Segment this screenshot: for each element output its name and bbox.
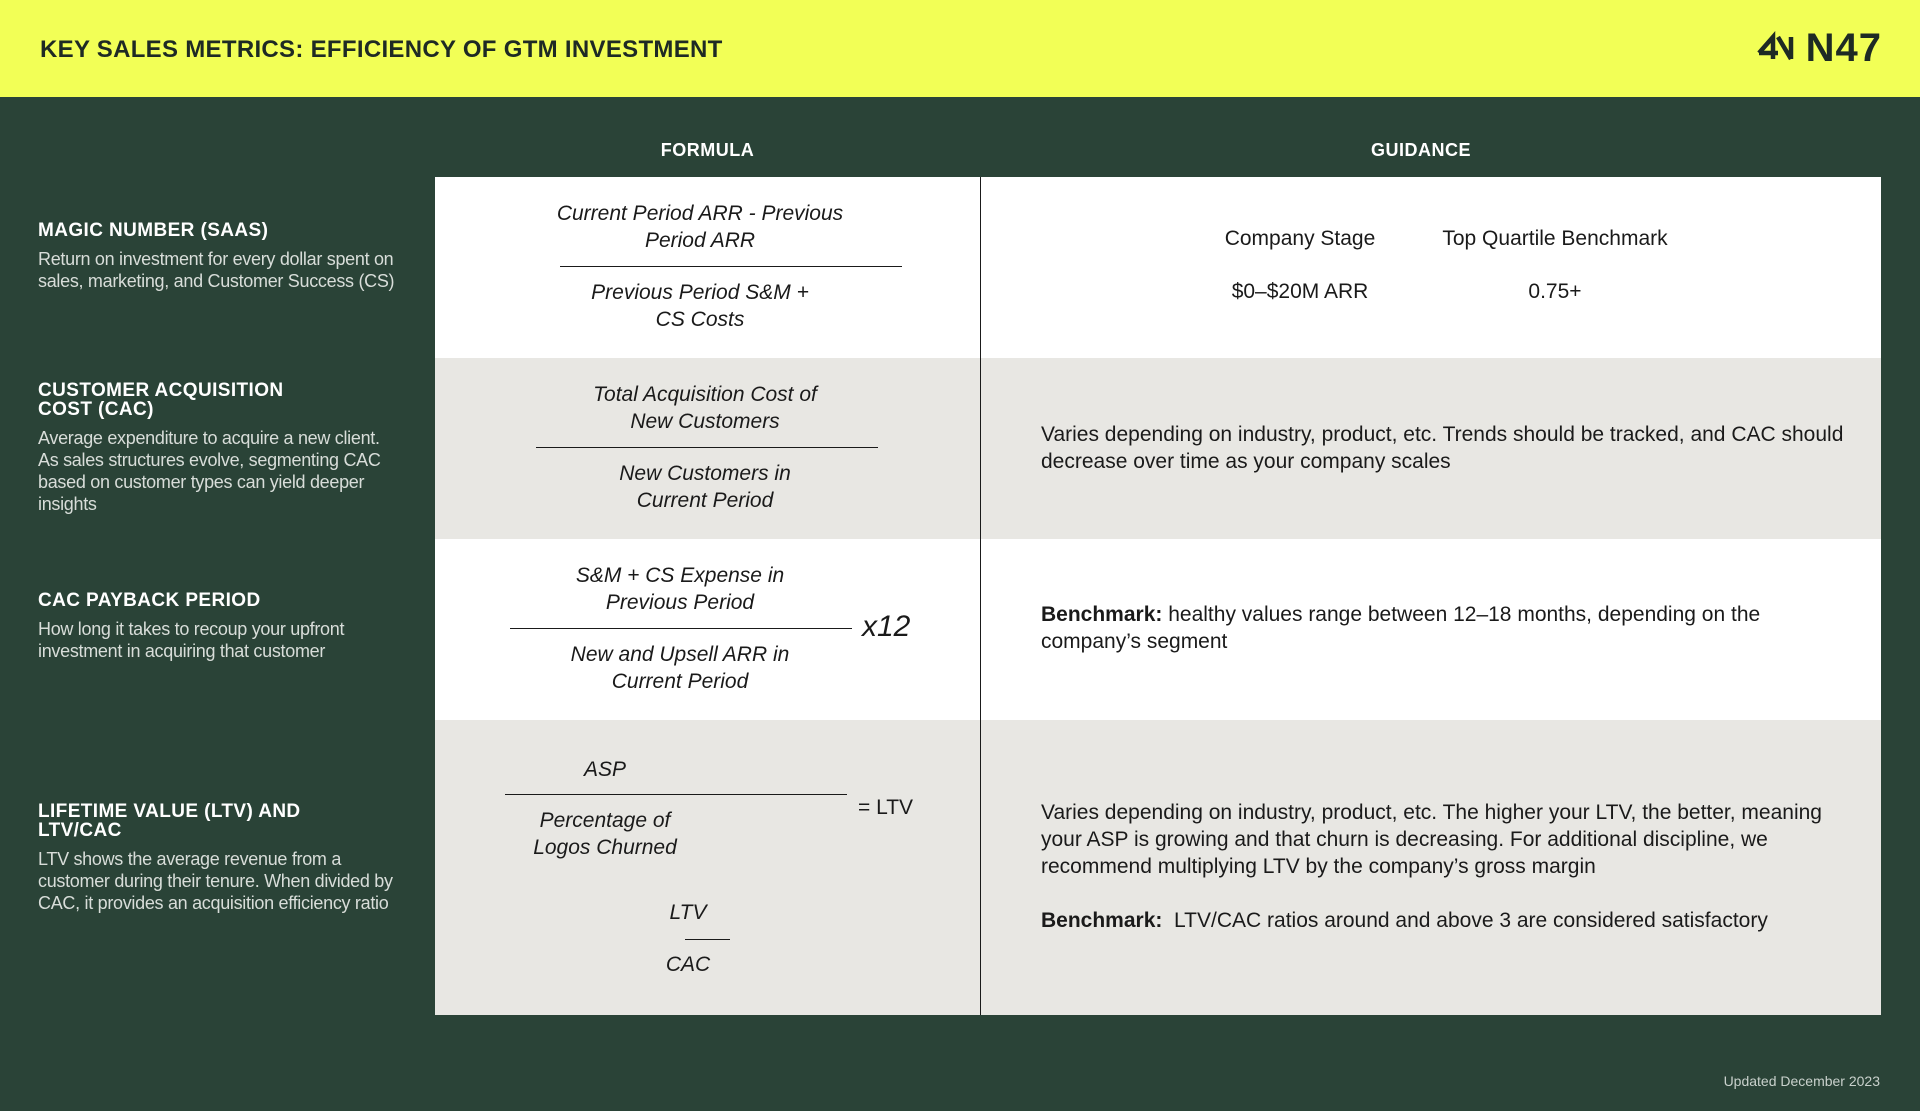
formula-denominator [530,279,870,333]
formula-text: S&M + CS Expense in [575,564,785,587]
formula-numerator [535,381,875,435]
metric-cac [38,381,398,515]
company-stage-value: $0–$20M ARR [1231,280,1369,303]
metric-magic-number [38,221,398,292]
benchmark-header: Top Quartile Benchmark [1442,227,1668,250]
guidance-text [1041,601,1851,655]
fraction-bar [536,447,878,448]
metric-title-line: CUSTOMER ACQUISITION [38,380,284,401]
metric-title [38,381,398,419]
guidance-text: Varies depending on industry, product, etc. The higher your LTV, the better, meaning your ASP is growing and that churn is decreasing. For additional discipline, we recommend multiplying LTV by the company’s gross margin [1041,801,1822,878]
metric-description: How long it takes to recoup your upfront investment in acquiring that customer [38,619,345,661]
fraction-bar [510,628,852,629]
metrics-table [435,177,1881,1015]
logo [1756,28,1882,68]
formula-text: Previous Period S&M + [591,281,809,304]
formula-text: Current Period ARR - Previous [556,202,844,225]
formula-text: Logos Churned [533,836,677,859]
formula-text: New Customers in [619,462,791,485]
guidance-body: LTV/CAC ratios around and above 3 are considered satisfactory [1162,909,1768,932]
fraction-bar [560,266,902,267]
equals-ltv: = LTV [858,796,914,819]
formula-text: Period ARR [644,229,756,252]
metric-cac-payback [38,591,398,662]
metric-description: LTV shows the average revenue from a customer during their tenure. When divided by CAC, it provides an acquisition efficiency ratio [38,849,393,913]
formula-text: Previous Period [605,591,755,614]
formula-denominator [535,460,875,514]
metric-title-line: COST (CAC) [38,399,154,420]
metric-title: MAGIC NUMBER (SAAS) [38,220,269,241]
page-title: KEY SALES METRICS: EFFICIENCY OF GTM INVESTMENT [40,36,723,63]
ratio-numerator: LTV [669,901,707,924]
formula-text: CS Costs [655,308,745,331]
metric-title-line: LIFETIME VALUE (LTV) AND [38,801,301,822]
metric-description: Average expenditure to acquire a new client. As sales structures evolve, segmenting CAC based on customer types can yield deeper insights [38,428,381,514]
column-divider [980,177,981,1015]
logo-text: N47 [1805,26,1882,70]
guidance-text: Varies depending on industry, product, etc. Trends should be tracked, and CAC should decrease over time as your company scales [1041,423,1844,473]
multiplier: x12 [862,610,911,643]
metric-ltv [38,802,398,914]
guidance-benchmark [1041,907,1851,934]
benchmark-label: Benchmark: [1041,909,1163,932]
formula-text: New Customers [630,410,780,433]
fraction-bar [505,794,847,795]
n47-logo-mark-icon [1756,31,1796,65]
formula-denominator [455,807,755,861]
formula-denominator [510,641,850,695]
formula-text: New and Upsell ARR in [570,643,790,666]
formula-text: Total Acquisition Cost of [593,383,817,406]
formula-text: Current Period [611,670,749,693]
formula-numerator [510,562,850,616]
formula-text: Percentage of [539,809,671,832]
guidance-column-header: GUIDANCE [1370,140,1471,160]
fraction-bar [685,939,730,940]
benchmark-label: Benchmark: [1041,603,1163,626]
header-bar [0,0,1920,97]
metric-title-line: LTV/CAC [38,820,122,841]
company-stage-header: Company Stage [1224,227,1376,250]
updated-date: Updated December 2023 [1723,1073,1880,1089]
benchmark-value: 0.75+ [1528,280,1582,303]
formula-column-header: FORMULA [660,140,755,160]
ratio-denominator: CAC [665,953,711,976]
guidance-body: healthy values range between 12–18 months, depending on the company’s segment [1041,603,1761,653]
formula-numerator: ASP [583,758,627,781]
metric-title [38,802,398,840]
metric-title: CAC PAYBACK PERIOD [38,590,261,611]
formula-text: Current Period [636,489,774,512]
formula-numerator [530,200,870,254]
metric-description: Return on investment for every dollar spent on sales, marketing, and Customer Success (CS) [38,249,395,291]
